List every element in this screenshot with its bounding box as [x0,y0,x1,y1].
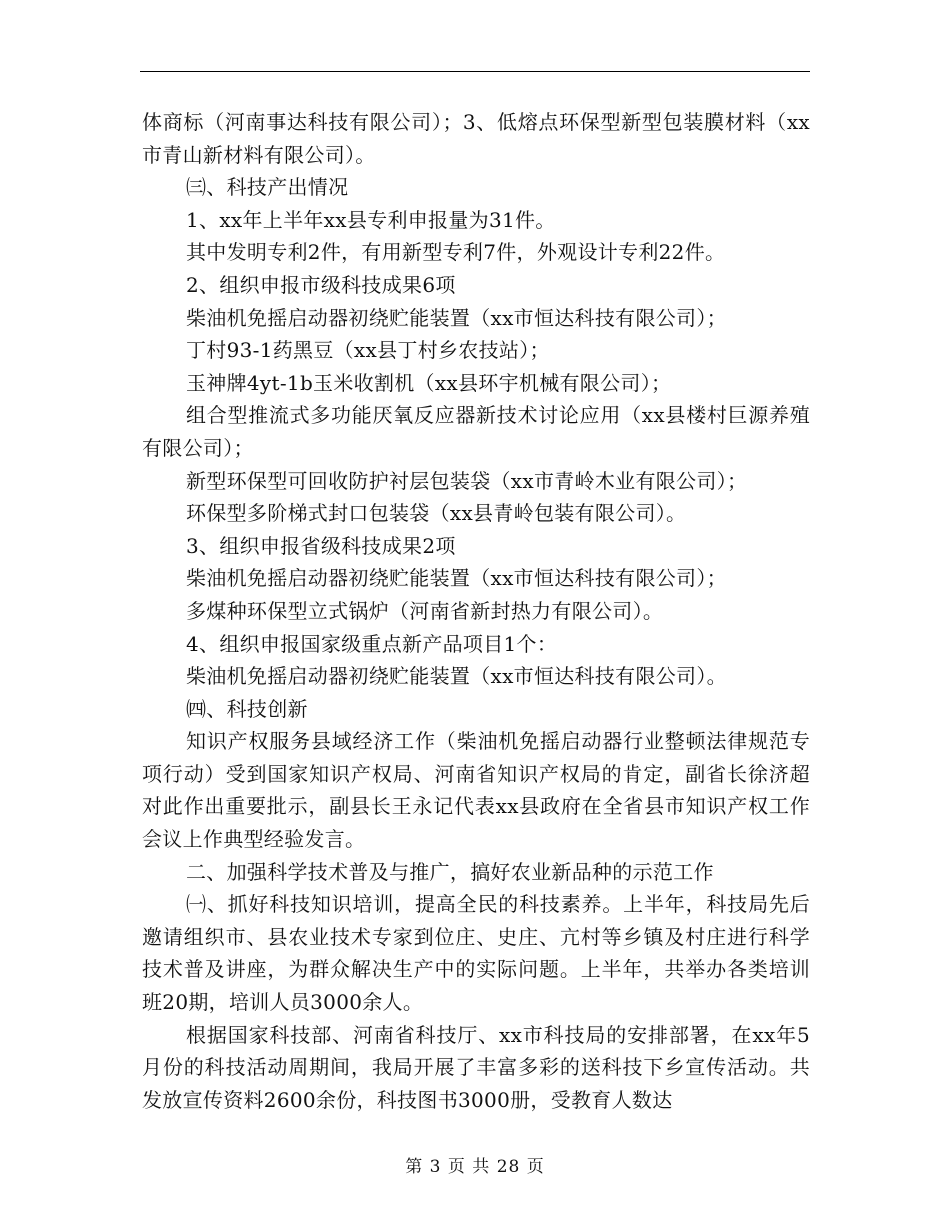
paragraph: 根据国家科技部、河南省科技厅、xx市科技局的安排部署，在xx年5月份的科技活动周期间，我局开展了丰富多彩的送科技下乡宣传活动。共发放宣传资料2600余份，科技图书3000册，受教育人数达 [142,1022,810,1112]
paragraph: 知识产权服务县域经济工作（柴油机免摇启动器行业整顿法律规范专项行动）受到国家知识产权局、河南省知识产权局的肯定，副省长徐济超对此作出重要批示，副县长王永记代表xx县政府在全省县市知识产权工作会议上作典型经验发言。 [142,729,810,852]
paragraph: 新型环保型可回收防护衬层包装袋（xx市青岭木业有限公司）； [186,468,748,493]
paragraph: 环保型多阶梯式封口包装袋（xx县青岭包装有限公司）。 [186,501,687,526]
paragraph: 柴油机免摇启动器初绕贮能装置（xx市恒达科技有限公司）； [186,566,727,591]
paragraph: 柴油机免摇启动器初绕贮能装置（xx市恒达科技有限公司）； [186,305,727,330]
paragraph: 2、组织申报市级科技成果6项 [186,272,456,297]
page-footer: 第 3 页 共 28 页 [405,1157,545,1177]
paragraph: 玉神牌4yt-1b玉米收割机（xx县环宇机械有限公司）； [186,370,672,395]
paragraph: ㈢、科技产出情况 [186,175,349,200]
paragraph: 其中发明专利2件，有用新型专利7件，外观设计专利22件。 [186,240,726,265]
paragraph: 4、组织申报国家级重点新产品项目1个： [186,631,558,656]
header-rule [140,71,810,72]
document-body [142,106,810,1116]
paragraph: 3、组织申报省级科技成果2项 [186,533,456,558]
paragraph: 二、加强科学技术普及与推广，搞好农业新品种的示范工作 [186,859,714,884]
paragraph: 丁村93-1药黑豆（xx县丁村乡农技站）； [186,338,550,363]
paragraph: ㈠、抓好科技知识培训，提高全民的科技素养。上半年，科技局先后邀请组织市、县农业技术专家到位庄、史庄、亢村等乡镇及村庄进行科学技术普及讲座，为群众解决生产中的实际问题。上半年，共举办各类培训班20期，培训人员3000余人。 [142,892,810,1015]
paragraph: 体商标（河南事达科技有限公司）；3、低熔点环保型新型包装膜材料（xx市青山新材料有限公司）。 [142,110,810,167]
paragraph: 多煤种环保型立式锅炉（河南省新封热力有限公司）。 [186,598,664,623]
paragraph: 1、xx年上半年xx县专利申报量为31件。 [186,207,556,232]
paragraph: 组合型推流式多功能厌氧反应器新技术讨论应用（xx县楼村巨源养殖有限公司）； [142,403,810,460]
paragraph: 柴油机免摇启动器初绕贮能装置（xx市恒达科技有限公司）。 [186,664,727,689]
paragraph: ㈣、科技创新 [186,696,308,721]
